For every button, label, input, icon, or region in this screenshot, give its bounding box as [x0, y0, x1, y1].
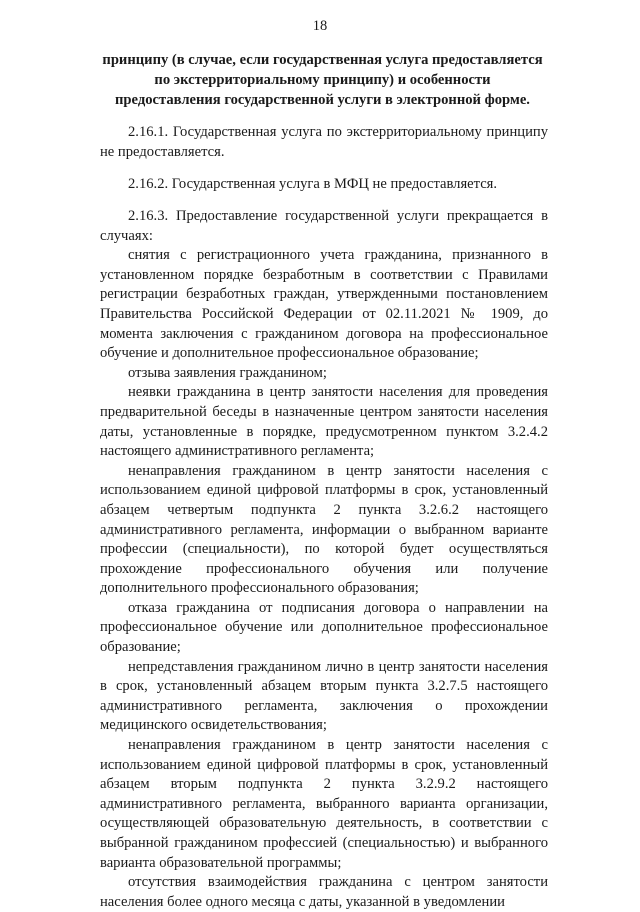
- paragraph-text: 2.16.2. Государственная услуга в МФЦ не предоставляется.: [128, 176, 498, 192]
- page-number: 18: [312, 18, 328, 34]
- case-item: ненаправления гражданином в центр занятости населения с использованием единой цифровой платформы в срок, установленный абзацем четвертым подпункта 2 пункта 3.2.6.2 настоящего административного регламента, информации о выбранном варианте профессии (специальности), по которой будет осуществляться прохождение профессионального обучения или получение дополнительного профессионального образования;: [100, 462, 548, 597]
- case-item: отзыва заявления гражданином;: [128, 364, 327, 381]
- case-item: снятия с регистрационного учета гражданина, признанного в установленном порядке безработным в соответствии с Правилами регистрации безработных граждан, утвержденными постановлением Правительства Российской Федерации от 02.11.2021 № 1909, до момента заключения с гражданином договора на профессиональное обучение и дополнительное профессиональное образование;: [100, 247, 548, 362]
- heading-line: по экстерриториальному принципу) и особенности: [154, 72, 491, 88]
- section-heading: [95, 50, 550, 110]
- paragraph-2-16-1: [100, 123, 548, 162]
- case-item: отказа гражданина от подписания договора о направлении на профессиональное обучение или дополнительное профессиональное образование;: [100, 599, 548, 656]
- paragraph-intro: 2.16.3. Предоставление государственной услуги прекращается в случаях:: [100, 208, 548, 244]
- paragraph-2-16-3: [100, 207, 548, 912]
- heading-line: принципу (в случае, если государственная услуга предоставляется: [102, 52, 543, 68]
- heading-line: предоставления государственной услуги в электронной форме.: [115, 92, 530, 108]
- case-item: отсутствия взаимодействия гражданина с центром занятости населения более одного месяца с даты, указанной в уведомлении: [100, 874, 548, 910]
- case-item: неявки гражданина в центр занятости населения для проведения предварительной беседы в назначенные центром занятости населения даты, установленные в порядке, предусмотренном пунктом 3.2.4.2 настоящего административного регламента;: [100, 384, 548, 460]
- paragraph-text: 2.16.1. Государственная услуга по экстерриториальному принципу не предоставляется.: [100, 124, 548, 160]
- case-item: ненаправления гражданином в центр занятости населения с использованием единой цифровой платформы в срок, установленный абзацем вторым подпункта 2 пункта 3.2.9.2 настоящего административного регламента, выбранного варианта организации, осуществляющей образовательную деятельность, в соответствии с выбранной гражданином профессией (специальностью) и выбранного варианта образовательной программы;: [100, 737, 548, 871]
- case-item: непредставления гражданином лично в центр занятости населения в срок, установленный абзацем вторым пункта 3.2.7.5 настоящего административного регламента, заключения о прохождении медицинского освидетельствования;: [100, 658, 548, 734]
- paragraph-2-16-2: [100, 175, 548, 195]
